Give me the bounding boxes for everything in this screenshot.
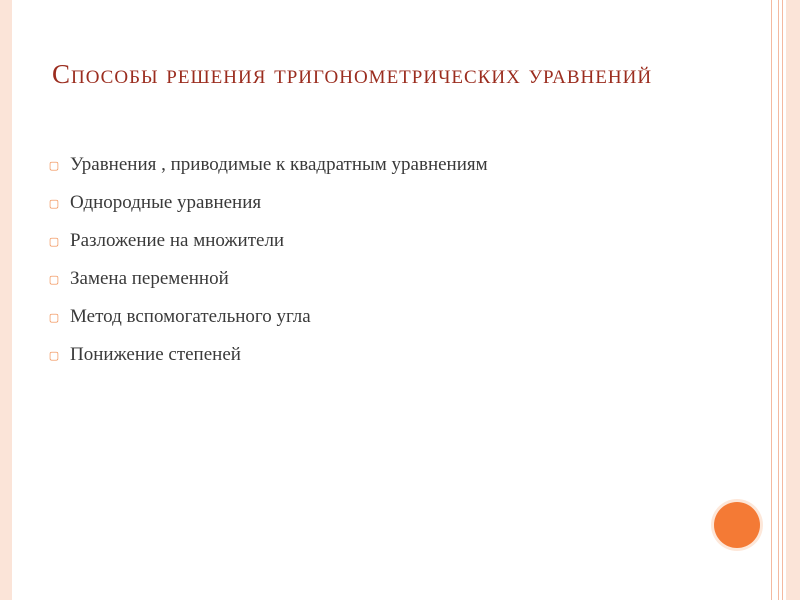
right-decor-band: [786, 0, 800, 600]
list-item: [48, 260, 488, 298]
hollow-square-icon: ▢: [48, 197, 60, 210]
list-item: [48, 184, 488, 222]
left-decor-band: [0, 0, 12, 600]
list-item: [48, 298, 488, 336]
hollow-square-icon: ▢: [48, 235, 60, 248]
bullet-text: Уравнения , приводимые к квадратным уравнениям: [70, 154, 488, 175]
bullet-text: Однородные уравнения: [70, 192, 262, 213]
bullet-text: Замена переменной: [70, 268, 229, 289]
orange-circle-decoration: [714, 502, 760, 548]
hollow-square-icon: ▢: [48, 273, 60, 286]
list-item: [48, 336, 488, 374]
slide-title: Способы решения тригонометрических уравнений: [52, 59, 653, 89]
bullet-text: Понижение степеней: [70, 344, 241, 365]
list-item: [48, 222, 488, 260]
hollow-square-icon: ▢: [48, 159, 60, 172]
bullet-text: Разложение на множители: [70, 230, 285, 251]
frame-line: [782, 0, 783, 600]
hollow-square-icon: ▢: [48, 311, 60, 324]
list-item: [48, 146, 488, 184]
bullet-text: Метод вспомогательного угла: [70, 306, 311, 327]
hollow-square-icon: ▢: [48, 349, 60, 362]
bullet-list: [48, 146, 488, 374]
frame-line: [778, 0, 779, 600]
